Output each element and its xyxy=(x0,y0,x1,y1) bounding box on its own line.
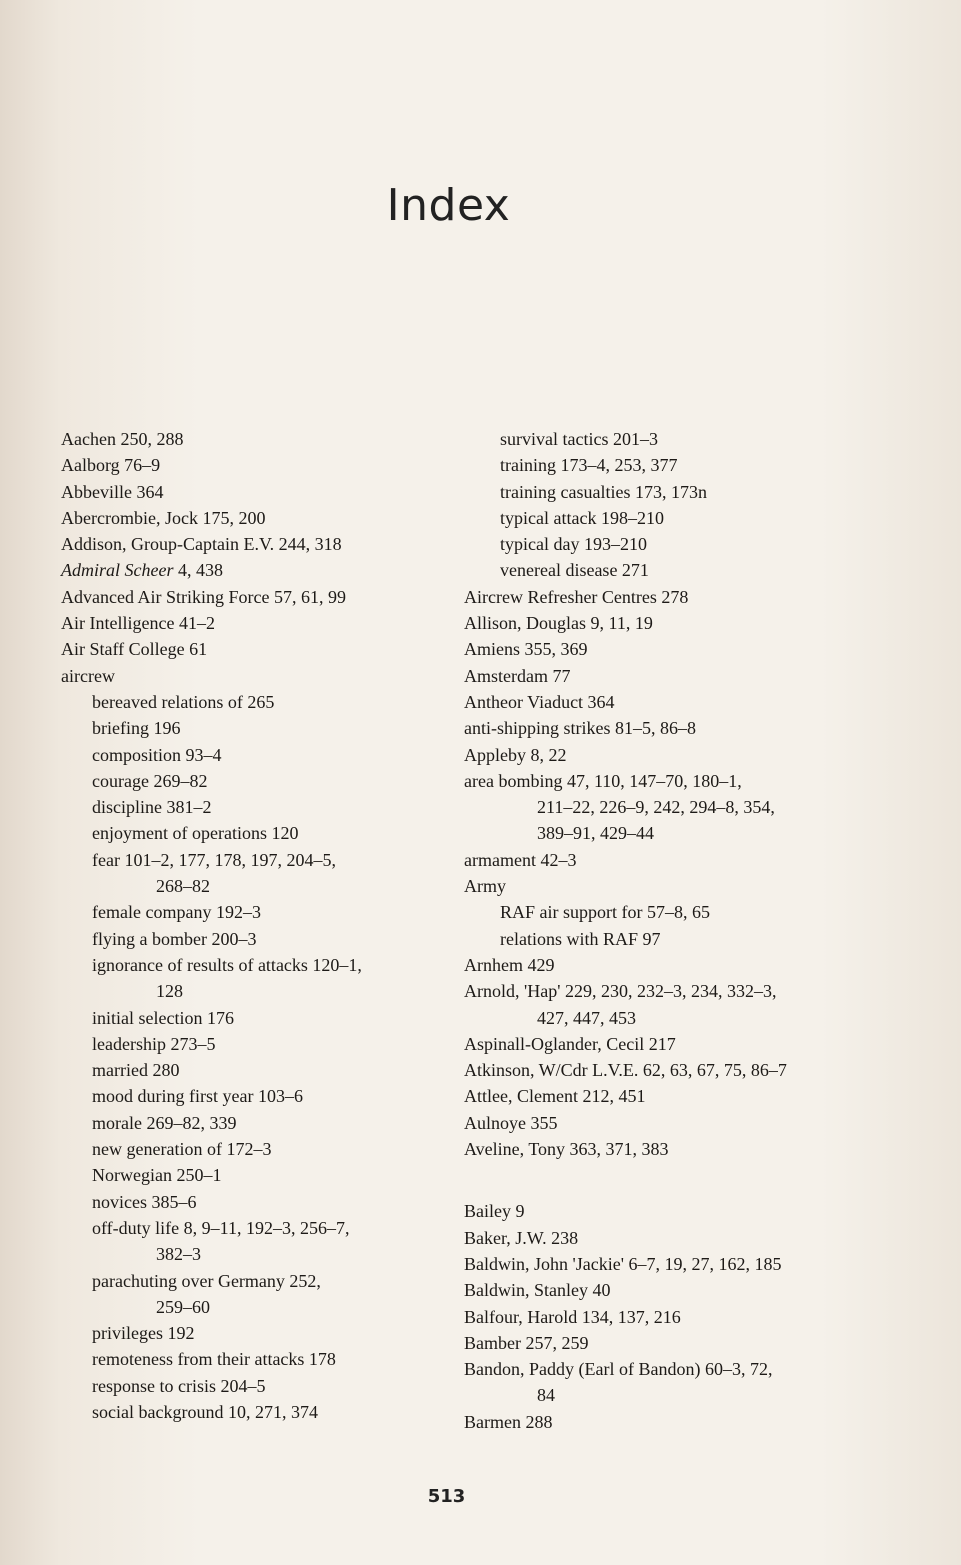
index-entry: 389–91, 429–44 xyxy=(537,823,654,844)
index-entry: parachuting over Germany 252, xyxy=(92,1270,321,1291)
index-entry: Appleby 8, 22 xyxy=(464,744,567,765)
index-entry: armament 42–3 xyxy=(464,849,577,870)
index-entry: 211–22, 226–9, 242, 294–8, 354, xyxy=(537,797,775,818)
index-entry: 84 xyxy=(537,1385,555,1406)
index-entry: Aachen 250, 288 xyxy=(61,429,184,449)
index-entry: area bombing 47, 110, 147–70, 180–1, xyxy=(464,770,742,791)
index-entry: anti-shipping strikes 81–5, 86–8 xyxy=(464,718,696,739)
index-entry: Arnold, 'Hap' 229, 230, 232–3, 234, 332–3, xyxy=(464,981,777,1002)
index-entry: Barmen 288 xyxy=(464,1411,553,1432)
index-entry: fear 101–2, 177, 178, 197, 204–5, xyxy=(92,849,336,870)
index-entry: Bamber 257, 259 xyxy=(464,1332,589,1353)
index-entry: Aveline, Tony 363, 371, 383 xyxy=(464,1139,669,1160)
index-entry: training casualties 173, 173n xyxy=(500,481,707,502)
index-entry: relations with RAF 97 xyxy=(500,928,661,949)
index-entry: Aspinall-Oglander, Cecil 217 xyxy=(464,1033,676,1054)
index-entry: 128 xyxy=(156,981,183,1002)
index-entry: Army xyxy=(464,876,506,897)
index-entry-italic-title: Admiral Scheer xyxy=(61,560,174,581)
index-entry: Aalborg 76–9 xyxy=(61,455,161,476)
index-entry: Abercrombie, Jock 175, 200 xyxy=(61,507,266,528)
index-entry: Amsterdam 77 xyxy=(464,665,571,686)
index-entry: composition 93–4 xyxy=(92,744,222,765)
index-entry: leadership 273–5 xyxy=(92,1033,216,1054)
index-entry: 268–82 xyxy=(156,876,210,897)
index-entry: Bailey 9 xyxy=(464,1201,525,1222)
index-entry: new generation of 172–3 xyxy=(92,1139,272,1160)
index-entry: Attlee, Clement 212, 451 xyxy=(464,1086,646,1107)
index-entry: novices 385–6 xyxy=(92,1191,197,1212)
index-entry: Bandon, Paddy (Earl of Bandon) 60–3, 72, xyxy=(464,1359,773,1380)
index-entry: female company 192–3 xyxy=(92,902,261,923)
index-entry: Allison, Douglas 9, 11, 19 xyxy=(464,613,653,634)
index-entry: enjoyment of operations 120 xyxy=(92,823,299,844)
index-entry: Norwegian 250–1 xyxy=(92,1165,222,1186)
index-entry: off-duty life 8, 9–11, 192–3, 256–7, xyxy=(92,1217,350,1238)
index-entry: Baker, J.W. 238 xyxy=(464,1227,579,1248)
index-entry: training 173–4, 253, 377 xyxy=(500,455,678,476)
index-entry: social background 10, 271, 374 xyxy=(92,1401,318,1422)
index-entry: RAF air support for 57–8, 65 xyxy=(500,902,710,923)
index-entry: Baldwin, John 'Jackie' 6–7, 19, 27, 162, 185 xyxy=(464,1253,782,1274)
index-column-right xyxy=(464,426,884,1435)
index-entry-pages: 4, 438 xyxy=(173,560,223,581)
index-entry: Aircrew Refresher Centres 278 xyxy=(464,586,689,607)
index-entry: married 280 xyxy=(92,1060,180,1081)
index-entry: Air Staff College 61 xyxy=(61,639,208,660)
index-entry: survival tactics 201–3 xyxy=(500,429,658,449)
index-entry: 259–60 xyxy=(156,1296,210,1317)
index-section-gap xyxy=(464,1162,884,1198)
index-entry: mood during first year 103–6 xyxy=(92,1086,303,1107)
index-entry: bereaved relations of 265 xyxy=(92,691,275,712)
index-entry: remoteness from their attacks 178 xyxy=(92,1349,336,1370)
index-entry: aircrew xyxy=(61,665,115,686)
index-entry: morale 269–82, 339 xyxy=(92,1112,237,1133)
index-entry: Baldwin, Stanley 40 xyxy=(464,1280,611,1301)
index-column-left xyxy=(61,426,441,1425)
index-entry xyxy=(61,557,441,583)
index-entry: initial selection 176 xyxy=(92,1007,234,1028)
index-entry: Abbeville 364 xyxy=(61,481,164,502)
index-entry: privileges 192 xyxy=(92,1323,195,1344)
page-number: 513 xyxy=(427,1486,466,1507)
index-entry: briefing 196 xyxy=(92,718,181,739)
index-entry: Aulnoye 355 xyxy=(464,1112,558,1133)
index-entry: Advanced Air Striking Force 57, 61, 99 xyxy=(61,586,346,607)
index-entry: Arnhem 429 xyxy=(464,954,555,975)
index-entry: discipline 381–2 xyxy=(92,797,212,818)
index-entry: response to crisis 204–5 xyxy=(92,1375,266,1396)
index-entry: Amiens 355, 369 xyxy=(464,639,588,660)
index-entry: Antheor Viaduct 364 xyxy=(464,691,615,712)
index-entry: Atkinson, W/Cdr L.V.E. 62, 63, 67, 75, 86–7 xyxy=(464,1060,787,1081)
index-entry: 427, 447, 453 xyxy=(537,1007,636,1028)
index-entry: typical attack 198–210 xyxy=(500,507,664,528)
index-entry: typical day 193–210 xyxy=(500,534,647,555)
index-entry: flying a bomber 200–3 xyxy=(92,928,257,949)
index-entry: ignorance of results of attacks 120–1, xyxy=(92,954,362,975)
index-entry: courage 269–82 xyxy=(92,770,208,791)
index-entry: Balfour, Harold 134, 137, 216 xyxy=(464,1306,681,1327)
index-entry: 382–3 xyxy=(156,1244,201,1265)
index-entry: Addison, Group-Captain E.V. 244, 318 xyxy=(61,534,342,555)
page-title: Index xyxy=(386,180,511,231)
index-entry: Air Intelligence 41–2 xyxy=(61,613,215,634)
index-entry: venereal disease 271 xyxy=(500,560,649,581)
